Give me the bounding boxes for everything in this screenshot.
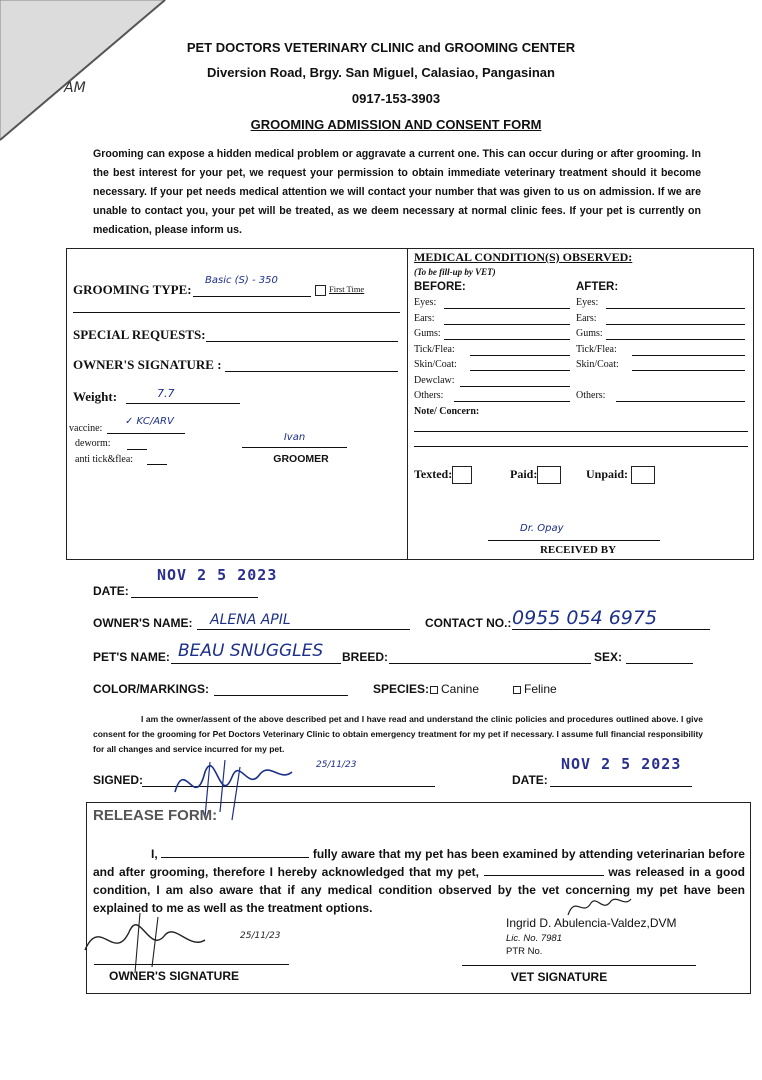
after-item-line[interactable] [606,324,745,325]
release-owner-sig-label: OWNER'S SIGNATURE [109,969,239,983]
special-requests-label: SPECIAL REQUESTS: [73,327,206,342]
anti-tick-line [147,464,167,465]
groomer-label: GROOMER [273,453,329,465]
after-label: AFTER: [576,281,619,293]
before-item-line[interactable] [444,308,570,309]
release-text-2: fully aware that my pet has been examined by attending veterinarian before and after grooming, therefore I hereby acknowledged that my pet, [93,847,745,879]
anti-tick-label: anti tick&flea: [75,454,134,465]
form-title: GROOMING ADMISSION AND CONSENT FORM [250,117,542,132]
weight-line [126,403,240,404]
clinic-name: PET DOCTORS VETERINARY CLINIC and GROOMING CENTER [186,40,576,55]
before-item-line[interactable] [460,386,570,387]
before-item-label: Gums: [414,328,441,339]
date-stamp: NOV 2 5 2023 [157,566,278,584]
vaccine-label: vaccine: [69,423,103,434]
consent-date-line [550,786,692,787]
before-item-label: Eyes: [414,297,437,308]
color-label: COLOR/MARKINGS: [93,682,209,696]
texted-checkbox[interactable] [414,466,472,484]
vaccine-line [107,433,185,434]
weight-label: Weight: [73,389,118,404]
before-item-line[interactable] [444,339,570,340]
owners-signature-line [225,371,398,372]
groomer-name: Ivan [283,432,306,443]
release-title: RELEASE FORM: [93,807,218,824]
groomer-line [242,447,347,448]
before-item-line[interactable] [470,370,570,371]
species-feline-label: Feline [524,682,557,696]
owners-name-line [197,629,410,630]
grooming-type-line [193,296,311,297]
release-pet-blank [484,865,604,876]
release-owner-date-hw: 25/11/23 [240,931,281,941]
special-requests-line [206,341,398,342]
texted-label: Texted: [414,466,453,481]
vaccine-value: ✓ KC/ARV [125,416,174,427]
owners-name-value: ALENA APIL [210,612,291,628]
intro-paragraph: Grooming can expose a hidden medical problem or aggravate a current one. This can occur during or after grooming. In the best interest for your pet, we request your permission to obtain immediate veterinary treatment should it become necessary. If your pet needs medical attention we will contact your number that was given to us on admission. If we are unable to contact you, your pet will be treated, as we deem necessary at normal clinic fees. If your pet is currently on medication, please inform us. [93,148,701,236]
after-item-label: Others: [576,390,606,401]
admission-divider [407,248,408,559]
after-item-label: Gums: [576,328,603,339]
paid-checkbox[interactable] [510,466,561,484]
after-item-line[interactable] [606,308,745,309]
vet-ptr-no: PTR No. [506,946,543,957]
clinic-phone: 0917-153-3903 [351,91,441,106]
after-item-label: Tick/Flea: [576,343,617,355]
before-item-label: Dewclaw: [414,374,455,386]
species-canine-option[interactable] [430,682,479,696]
after-item-line[interactable] [632,355,745,356]
received-by-line [488,540,660,541]
before-label: BEFORE: [414,281,466,293]
date-line [131,597,258,598]
received-by-label: RECEIVED BY [539,544,617,556]
release-owner-blank [161,847,309,858]
before-item-line[interactable] [444,324,570,325]
before-item-line[interactable] [454,401,570,402]
signed-date-hw: 25/11/23 [316,760,357,770]
contact-value: 0955 054 6975 [512,607,658,629]
consent-date-stamp: NOV 2 5 2023 [561,755,682,773]
medical-subtitle: (To be fill-up by VET) [414,267,496,277]
paid-label: Paid: [510,466,538,481]
note-line-1 [414,431,748,432]
before-item-line[interactable] [470,355,570,356]
date-label: DATE: [93,584,129,598]
release-text-1: I, [151,847,162,861]
contact-line [512,629,710,630]
first-time-label: First Time [329,284,365,294]
after-item-label: Ears: [576,312,597,324]
after-item-label: Eyes: [576,297,599,308]
release-owner-sig-line [94,964,289,965]
grooming-type-line-2 [73,312,400,313]
note-label: Note/ Concern: [414,406,480,417]
vet-sig-line [462,965,696,966]
medical-title: MEDICAL CONDITION(S) OBSERVED: [414,250,633,264]
after-item-label: Skin/Coat: [576,359,619,370]
species-label: SPECIES: [373,682,430,696]
pets-name-value: BEAU SNUGGLES [178,641,324,661]
contact-label: CONTACT NO.: [425,616,512,630]
after-item-line[interactable] [632,370,745,371]
pets-name-line [171,663,341,664]
received-by-name: Dr. Opay [520,523,564,534]
vet-sig-label: VET SIGNATURE [510,970,608,984]
sex-label: SEX: [594,650,623,664]
owners-name-label: OWNER'S NAME: [93,616,193,630]
unpaid-checkbox[interactable] [586,466,655,484]
vet-lic-no: Lic. No. 7981 [506,933,562,944]
pets-name-label: PET'S NAME: [93,650,170,664]
grooming-type-value: Basic (S) - 350 [205,275,278,286]
deworm-label: deworm: [75,438,111,449]
before-item-label: Tick/Flea: [414,343,455,355]
clinic-address: Diversion Road, Brgy. San Miguel, Calasiao, Pangasinan [207,65,555,80]
first-time-checkbox[interactable] [315,284,364,296]
color-line [214,695,348,696]
after-item-line[interactable] [606,339,745,340]
owners-signature-label: OWNER'S SIGNATURE : [73,357,222,372]
before-item-label: Others: [414,390,444,401]
consent-date-label: DATE: [512,773,548,787]
vet-name: Ingrid D. Abulencia-Valdez,DVM [506,916,677,930]
release-text-3: was released in a good condition, I am also aware that if any medical condition observed by the vet concerning my pet have been explained to me as well as the treatment options. [93,865,745,915]
breed-label: BREED: [342,650,389,664]
signed-label: SIGNED: [93,773,144,787]
after-item-line[interactable] [616,401,745,402]
note-line-2 [414,446,748,447]
unpaid-label: Unpaid: [586,466,629,481]
species-feline-option[interactable] [513,682,557,696]
consent-text: I am the owner/assent of the above described pet and I have read and understand the clinic policies and procedures outlined above. I give consent for the grooming for Pet Doctors Veterinary Clinic to obtain emergency treatment for my pet if necessary. I assume full financial responsibility for all changes and service incurred for my pet. [93,714,703,754]
breed-line [389,663,591,664]
grooming-type-label: GROOMING TYPE: [73,282,192,297]
deworm-line [127,449,147,450]
weight-value: 7.7 [157,387,175,400]
margin-note: AM [64,80,86,96]
before-item-label: Ears: [414,312,435,324]
sex-line [626,663,693,664]
species-canine-label: Canine [441,682,480,696]
before-item-label: Skin/Coat: [414,359,457,370]
